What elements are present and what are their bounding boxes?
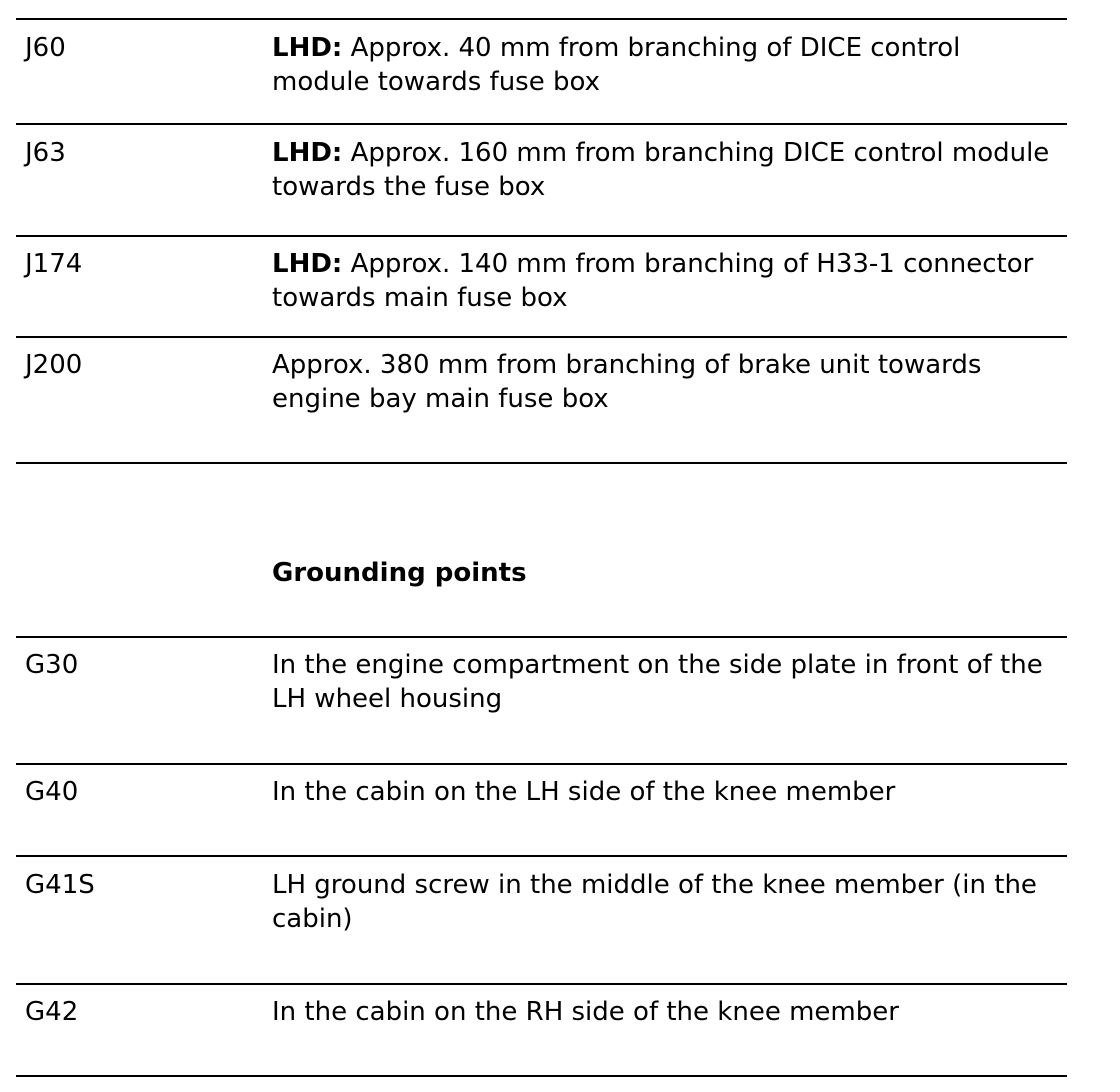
row-divider [16, 123, 1067, 125]
section-divider [16, 462, 1067, 464]
ground-description: In the engine compartment on the side plate in front of the LH wheel housing [272, 650, 1043, 714]
ground-description: In the cabin on the RH side of the knee member [272, 997, 899, 1027]
ground-code: G30 [25, 650, 79, 680]
splice-code: J174 [25, 249, 83, 279]
splice-text: Approx. 160 mm from branching DICE control module towards the fuse box [272, 138, 1050, 202]
splice-prefix: LHD: [272, 33, 343, 63]
splice-description [272, 348, 1062, 416]
ground-code: G42 [25, 997, 79, 1027]
row-divider [16, 336, 1067, 338]
splice-text: Approx. 40 mm from branching of DICE control module towards fuse box [272, 33, 961, 97]
splice-code: J200 [25, 350, 83, 380]
ground-description: In the cabin on the LH side of the knee member [272, 777, 896, 807]
row-divider [16, 763, 1067, 765]
row-divider [16, 855, 1067, 857]
section-heading: Grounding points [272, 558, 527, 588]
row-divider [16, 983, 1067, 985]
row-divider [16, 636, 1067, 638]
splice-text: Approx. 140 mm from branching of H33-1 connector towards main fuse box [272, 249, 1034, 313]
row-divider [16, 235, 1067, 237]
splice-description [272, 31, 1062, 99]
splice-prefix: LHD: [272, 249, 343, 279]
row-divider [16, 18, 1067, 20]
splice-code: J63 [25, 138, 66, 168]
ground-description: LH ground screw in the middle of the knee member (in the cabin) [272, 870, 1037, 934]
ground-code: G41S [25, 870, 95, 900]
splice-description [272, 136, 1062, 204]
splice-prefix: LHD: [272, 138, 343, 168]
splice-description [272, 247, 1062, 315]
splice-text: Approx. 380 mm from branching of brake unit towards engine bay main fuse box [272, 350, 982, 414]
splice-code: J60 [25, 33, 66, 63]
row-divider [16, 1075, 1067, 1077]
ground-code: G40 [25, 777, 79, 807]
